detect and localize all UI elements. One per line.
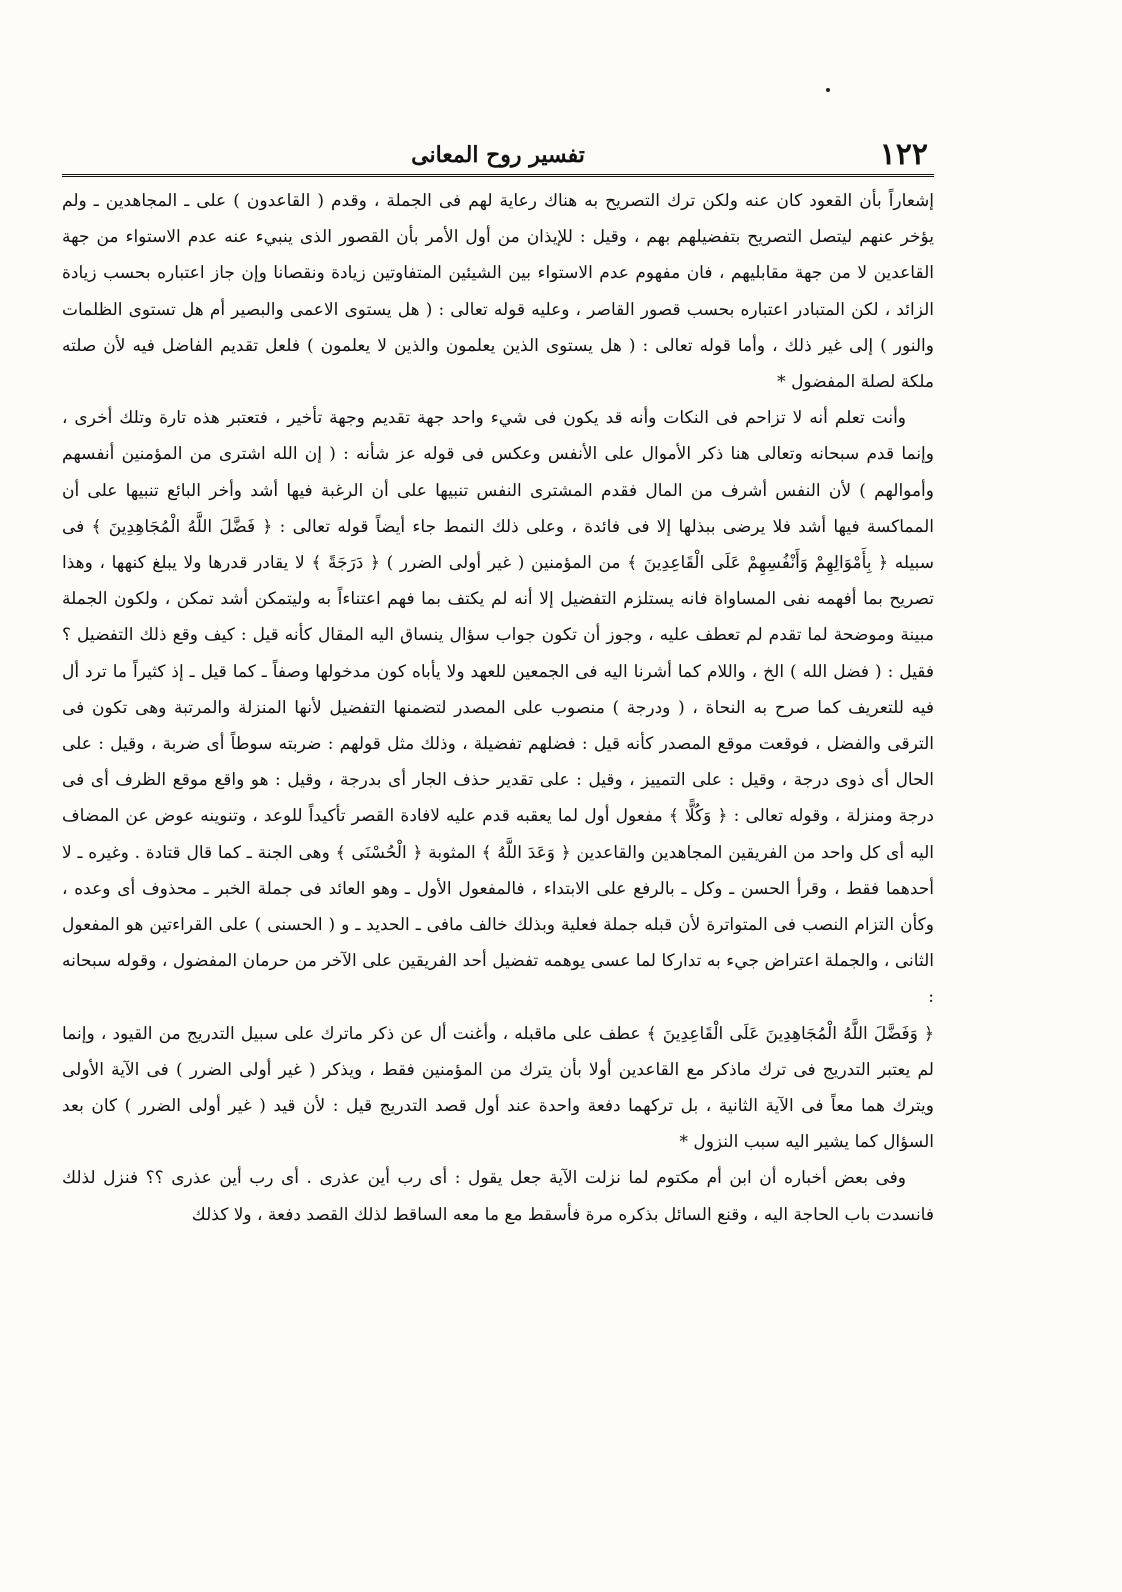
page [62,128,934,1233]
ink-speck [826,88,830,92]
page-header [62,128,934,177]
paragraph: إشعاراً بأن القعود كان عنه ولكن ترك التصريح به هناك رعاية لهم فى الجملة ، وقدم ( القاعدون ) على ـ المجاهدين ـ ولم يؤخر عنهم ليتصل التصريح بتفضيلهم بهم ، وقيل : للإيذان من أول الأمر بأن القصور الذى ينبيء عنه عدم الاستواء من جهة القاعدين لا من جهة مقابليهم ، فان مفهوم عدم الاستواء بين الشيئين المتفاوتين زيادة ونقصانا وإن جاز اعتباره بحسب زيادة الزائد ، لكن المتبادر اعتباره بحسب قصور القاصر ، وعليه قوله تعالى : ( هل يستوى الاعمى والبصير أم هل تستوى الظلمات والنور ) إلى غير ذلك ، وأما قوله تعالى : ( هل يستوى الذين يعلمون والذين لا يعلمون ) فلعل تقديم الفاضل فيه لأن صلته ملكة لصلة المفضول * [62,191,934,393]
paragraph: ﴿ وَفَضَّلَ اللَّهُ الْمُجَاهِدِينَ عَلَى الْقَاعِدِينَ ﴾ عطف على ماقبله ، وأغنت أل عن ذكر ماترك على سبيل التدريج من القيود ، وإنما لم يعتبر التدريج فى ترك ماذكر مع القاعدين أولا بأن يترك من المؤمنين فقط ، ويذكر ( غير أولى الضرر ) فى الآية الأولى ويترك هما معاً فى الآية الثانية ، بل تركهما دفعة واحدة عند أول قصد التدريج قيل : لأن قيد ( غير أولى الضرر ) كان بعد السؤال كما يشير اليه سبب النزول * [62,1023,934,1153]
paragraph: وأنت تعلم أنه لا تزاحم فى النكات وأنه قد يكون فى شيء واحد جهة تقديم وجهة تأخير ، فتعتبر هذه تارة وتلك أخرى ، وإنما قدم سبحانه وتعالى هنا ذكر الأموال على الأنفس وعكس فى قوله عز شأنه : ( إن الله اشترى من المؤمنين أنفسهم وأموالهم ) لأن النفس أشرف من المال فقدم المشترى النفس تنبيها على أن الرغبة فيها أشد وأخر البائع تنبيها على أن المماكسة فيها أشد فلا يرضى ببذلها إلا فى فائدة ، وعلى ذلك النمط جاء أيضاً قوله تعالى : ﴿ فَضَّلَ اللَّهُ الْمُجَاهِدِينَ ﴾ فى سبيله ﴿ بِأَمْوَالِهِمْ وَأَنْفُسِهِمْ عَلَى الْقَاعِدِينَ ﴾ من المؤمنين ( غير أولى الضرر ) ﴿ دَرَجَةً ﴾ لا يقادر قدرها ولا يبلغ كنهها ، وهذا تصريح بما أفهمه نفى المساواة فانه يستلزم التفضيل إلا أنه لم يكتف بما فهم اعتناءاً به وليتمكن أشد تمكن ، ولكون الجملة مبينة وموضحة لما تقدم لم تعطف عليه ، وجوز أن تكون جواب سؤال ينساق اليه المقال كأنه قيل : كيف وقع ذلك التفضيل ؟ فقيل : ( فضل الله ) الخ ، واللام كما أشرنا اليه فى الجمعين للعهد ولا يأباه كون مدخولها وصفاً ـ كما قيل ـ إذ كثيراً ما ترد أل فيه للتعريف كما صرح به النحاة ، ( ودرجة ) منصوب على المصدر لتضمنها التفضيل لأنها المنزلة والمرتبة وهى تكون فى الترقى والفضل ، فوقعت موقع المصدر كأنه قيل : فضلهم تفضيلة ، وذلك مثل قولهم : ضربته سوطاً أى ضربة ، وقيل : على الحال أى ذوى درجة ، وقيل : على التمييز ، وقيل : على تقدير حذف الجار أى بدرجة ، وقيل : هو واقع موقع الظرف أى فى درجة ومنزلة ، وقوله تعالى : ﴿ وَكُلًّا ﴾ مفعول أول لما يعقبه قدم عليه لافادة القصر تأكيداً للوعد ، وتنوينه عوض عن المضاف اليه أى كل واحد من الفريقين المجاهدين والقاعدين ﴿ وَعَدَ اللَّهُ ﴾ المثوبة ﴿ الْحُسْنَى ﴾ وهى الجنة ـ كما قال قتادة . وغيره ـ لا أحدهما فقط ، وقرأ الحسن ـ وكل ـ بالرفع على الابتداء ، فالمفعول الأول ـ وهو العائد فى جملة الخبر ـ محذوف أى وعده ، وكأن التزام النصب فى المتواترة لأن قبله جملة فعلية وبذلك خالف مافى ـ الحديد ـ و ( الحسنى ) على القراءتين هو المفعول الثانى ، والجملة اعتراض جيء به تداركا لما عسى يوهمه تفضيل أحد الفريقين على الآخر من حرمان المفضول ، وقوله سبحانه : [62,408,934,1008]
body-text [62,183,934,1233]
running-title: تفسير روح المعانى [411,142,585,168]
page-number: ١٢٢ [879,137,928,172]
paragraph: وفى بعض أخباره أن ابن أم مكتوم لما نزلت الآية جعل يقول : أى رب أين عذرى . أى رب أين عذرى ؟؟ فنزل لذلك فانسدت باب الحاجة اليه ، وقنع السائل بذكره مرة فأسقط مع ما معه الساقط لذلك القصد دفعة ، ولا كذلك [62,1168,934,1225]
